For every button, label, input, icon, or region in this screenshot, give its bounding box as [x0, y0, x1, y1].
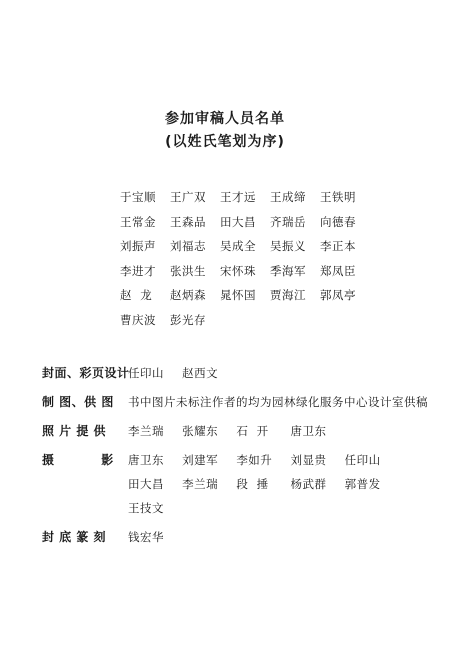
credit-label: 制 图、供 图 [42, 395, 114, 409]
reviewer-name: 吴振义 [270, 239, 306, 254]
reviewer-name: 贾海江 [270, 288, 306, 303]
page-title: 参加审稿人员名单 [165, 111, 285, 127]
reviewer-name: 晁怀国 [220, 288, 256, 303]
credit-back-seal [42, 525, 432, 549]
credit-name: 郭普发 [344, 477, 381, 491]
credit-name: 张耀东 [182, 424, 219, 438]
reviewer-name: 郑凤臣 [320, 263, 356, 278]
credit-name: 任印山 [344, 453, 381, 467]
reviewer-name: 王成缔 [270, 190, 306, 205]
credit-name: 李兰瑞 [182, 477, 219, 491]
credit-name: 李如升 [236, 453, 273, 467]
credit-name: 刘建军 [182, 453, 219, 467]
credit-name: 王技文 [128, 501, 164, 515]
reviewer-name: 李正本 [320, 239, 356, 254]
credit-value [128, 361, 432, 385]
reviewer-name: 宋怀珠 [220, 263, 256, 278]
reviewer-name: 向德春 [320, 214, 356, 229]
credit-label: 摄 影 [42, 453, 114, 467]
reviewer-row [120, 308, 420, 333]
credit-name: 杨武群 [290, 477, 327, 491]
credit-name: 李兰瑞 [128, 424, 164, 438]
reviewer-name: 于宝顺 [120, 190, 156, 205]
credit-photography [42, 448, 432, 520]
reviewer-name: 王才远 [220, 190, 256, 205]
credit-value [128, 448, 432, 520]
credit-name: 田大昌 [128, 477, 164, 491]
credit-name: 钱宏华 [128, 530, 164, 544]
reviewer-name: 王广双 [170, 190, 206, 205]
credit-label: 封面、彩页设计 [42, 366, 130, 380]
reviewer-name: 彭光存 [170, 312, 206, 327]
reviewer-name: 曹庆波 [120, 312, 156, 327]
credit-label: 照 片 提 供 [42, 424, 107, 438]
credit-value [128, 419, 432, 443]
reviewer-row [120, 210, 420, 235]
credit-cover-design [42, 361, 432, 385]
credit-name: 刘显贵 [290, 453, 327, 467]
credit-name: 唐卫东 [128, 453, 164, 467]
reviewer-name: 王森品 [170, 214, 206, 229]
credit-name: 赵西文 [182, 366, 219, 380]
credit-value [128, 525, 432, 549]
reviewer-name: 赵炳森 [170, 288, 206, 303]
reviewer-name: 赵 龙 [120, 288, 153, 303]
reviewer-name: 田大昌 [220, 214, 256, 229]
credit-value: 书中图片未标注作者的均为园林绿化服务中心设计室供稿 [128, 395, 428, 409]
reviewer-name-grid [120, 185, 420, 332]
reviewer-name: 齐瑞岳 [270, 214, 306, 229]
reviewer-row [120, 283, 420, 308]
reviewer-name: 季海军 [270, 263, 306, 278]
credit-label: 封 底 篆 刻 [42, 530, 107, 544]
credits-section [42, 361, 432, 554]
credit-name: 唐卫东 [290, 424, 327, 438]
credit-name: 石 开 [236, 424, 269, 438]
reviewer-row [120, 259, 420, 284]
credit-name: 段 捶 [236, 477, 269, 491]
reviewer-name: 张洪生 [170, 263, 206, 278]
reviewer-name: 李进才 [120, 263, 156, 278]
page-subtitle: (以姓氏笔划为序) [165, 134, 285, 150]
reviewer-row [120, 234, 420, 259]
reviewer-name: 王铁明 [320, 190, 356, 205]
reviewer-name: 吴成全 [220, 239, 256, 254]
credit-name: 任印山 [128, 366, 164, 380]
reviewer-row [120, 185, 420, 210]
reviewer-name: 郭凤亭 [320, 288, 356, 303]
reviewer-name: 刘振声 [120, 239, 156, 254]
credit-drawing [42, 390, 432, 414]
reviewer-name: 刘福志 [170, 239, 206, 254]
credit-photo-supply [42, 419, 432, 443]
reviewer-name: 王常金 [120, 214, 156, 229]
